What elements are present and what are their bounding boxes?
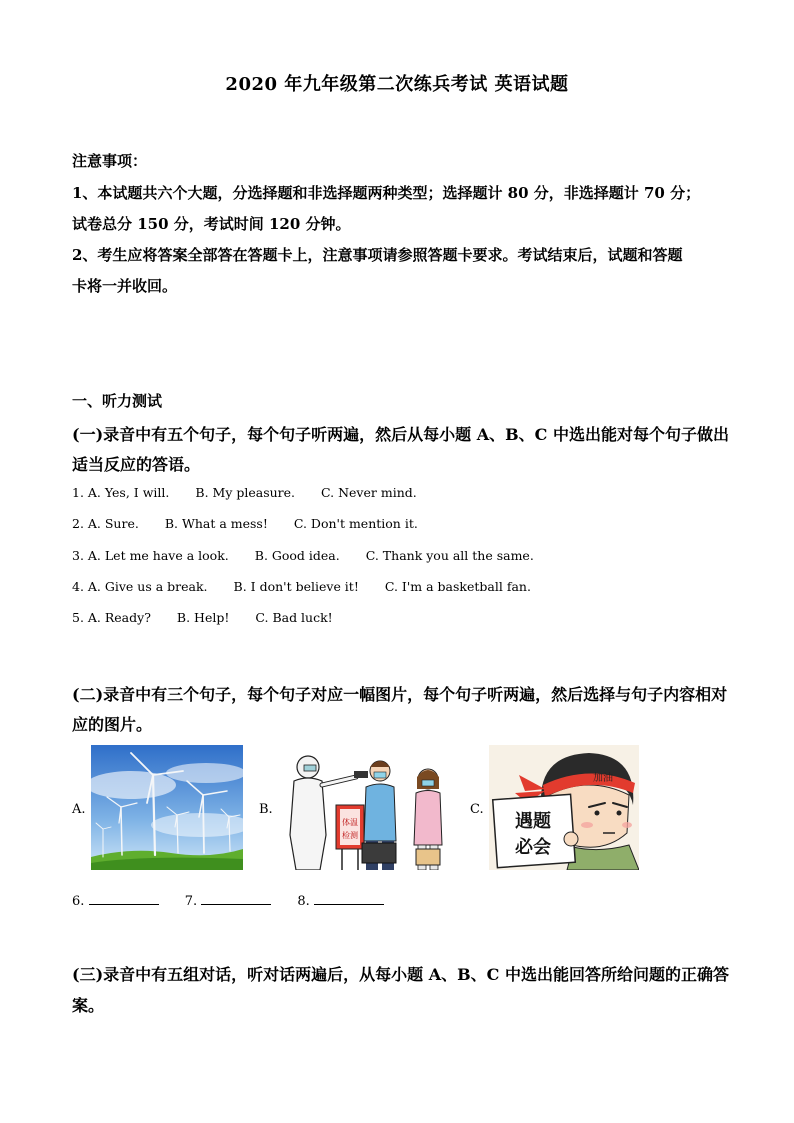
blank-label-8: 8. [297, 894, 310, 909]
temperature-check-image [278, 745, 453, 870]
question-row [72, 485, 417, 500]
part-1-instruction-line-2: 适当反应的答语。 [72, 455, 201, 474]
part-1-instruction-line-1: (一)录音中有五个句子，每个句子听两遍，然后从每小题 A、B、C 中选出能对每个句子做出 [72, 425, 729, 444]
notice-item-2-line-1: 2、考生应将答案全部答在答题卡上，注意事项请参照答题卡要求。考试结束后，试题和答题 [72, 246, 683, 264]
option-b: B. My pleasure. [195, 485, 296, 500]
option-a: 4. A. Give us a break. [72, 579, 208, 594]
notice-heading: 注意事项： [72, 152, 148, 170]
wind-turbines-image [91, 745, 243, 870]
part-2-instruction-line-1: (二)录音中有三个句子，每个句子对应一幅图片，每个句子听两遍，然后选择与句子内容相对 [72, 685, 728, 704]
option-a: 3. A. Let me have a look. [72, 548, 229, 563]
section-1-heading: 一、听力测试 [72, 392, 163, 410]
question-row [72, 610, 333, 625]
sign-text-line-1: 体温 [342, 818, 358, 827]
question-row [72, 516, 418, 531]
answer-blank-6[interactable] [89, 892, 159, 905]
blank-label-7: 7. [184, 894, 198, 909]
board-text-line-1: 遇题 [515, 811, 551, 832]
option-b: B. I don't believe it! [233, 579, 359, 594]
answer-blank-8[interactable] [314, 892, 384, 905]
question-row [72, 548, 534, 563]
option-a: 1. A. Yes, I will. [72, 485, 170, 500]
notice-item-2-line-2: 卡将一并收回。 [72, 277, 178, 295]
cartoon-student-image [489, 745, 639, 870]
sign-text-line-2: 检测 [342, 831, 358, 840]
notice-item-1-line-2: 试卷总分 150 分，考试时间 120 分钟。 [72, 215, 351, 233]
notice-item-1-line-1: 1、本试题共六个大题，分选择题和非选择题两种类型；选择题计 80 分，非选择题计 70 分； [72, 184, 701, 202]
question-row [72, 579, 531, 594]
option-c: C. Don't mention it. [293, 516, 418, 531]
option-b: B. Help! [176, 610, 230, 625]
picture-a-label: A. [72, 802, 86, 817]
picture-c-label: C. [470, 802, 484, 817]
answer-blank-7[interactable] [201, 892, 271, 905]
part-2-instruction-line-2: 应的图片。 [72, 715, 153, 734]
exam-title: 2020 年九年级第二次练兵考试 英语试题 [225, 74, 569, 95]
option-a: 5. A. Ready? [72, 610, 151, 625]
picture-a-wind-turbines [91, 745, 243, 870]
picture-b-temperature-check [278, 745, 453, 870]
board-text-line-2: 必会 [515, 837, 551, 858]
option-c: C. Thank you all the same. [365, 548, 534, 563]
answer-blanks [72, 892, 406, 909]
option-c: C. I'm a basketball fan. [384, 579, 531, 594]
option-c: C. Bad luck! [255, 610, 333, 625]
option-b: B. What a mess! [164, 516, 268, 531]
part-3-instruction-line-1: (三)录音中有五组对话，听对话两遍后，从每小题 A、B、C 中选出能回答所给问题的正确答 [72, 965, 729, 984]
part-3-instruction-line-2: 案。 [72, 996, 105, 1015]
headband-text: 加油 [593, 773, 613, 784]
option-a: 2. A. Sure. [72, 516, 139, 531]
picture-c-cartoon-student [489, 745, 639, 870]
picture-b-label: B. [259, 802, 273, 817]
option-c: C. Never mind. [321, 485, 417, 500]
blank-label-6: 6. [72, 894, 85, 909]
option-b: B. Good idea. [254, 548, 340, 563]
